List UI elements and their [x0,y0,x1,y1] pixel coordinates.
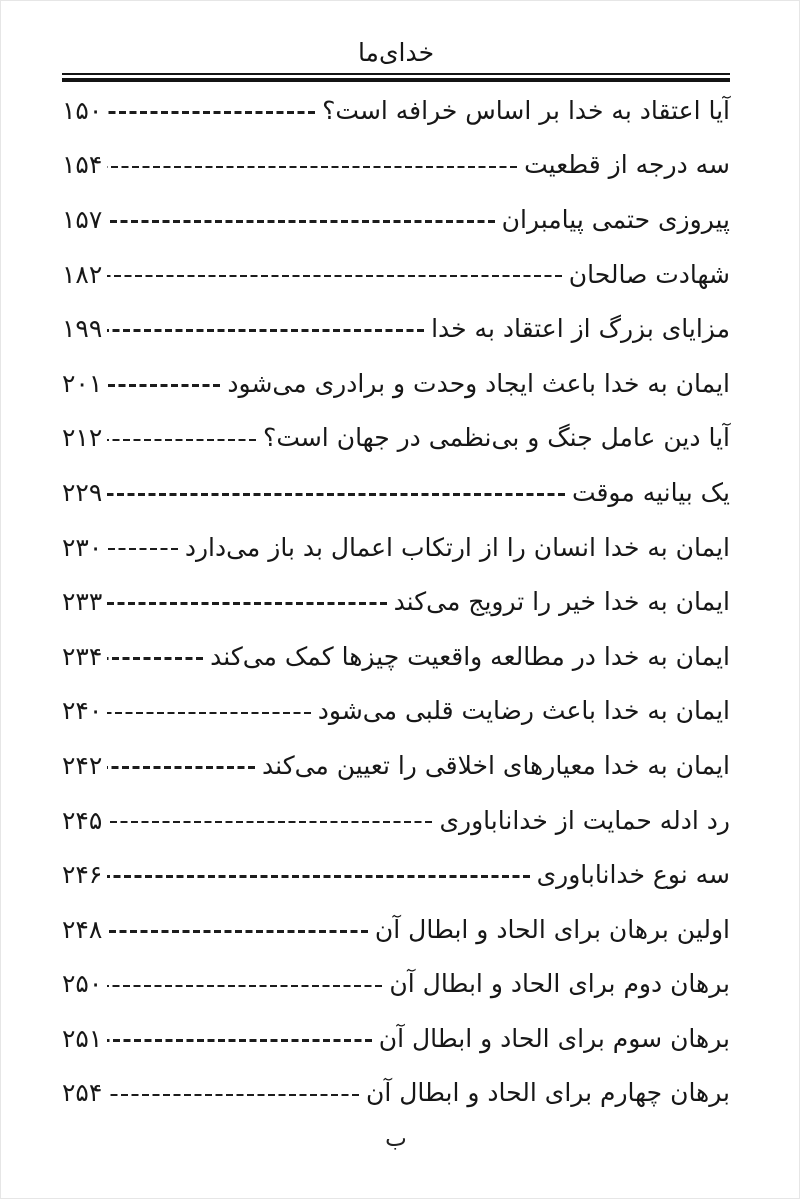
toc-entry-title: مزایای بزرگ از اعتقاد به خدا [431,314,730,344]
dash-leader [107,712,311,715]
toc-entry [62,574,730,629]
dash-leader [107,657,203,660]
toc-entry-page-number: ۱۸۲ [62,259,103,289]
toc-entry-page-number: ۲۵۱ [62,1023,103,1053]
toc-entry-title: ایمان به خدا در مطالعه واقعیت چیزها کمک می‌کند [210,641,730,671]
toc-entry-page-number: ۲۴۶ [62,860,103,890]
toc-entry-title: رد ادله حمایت از خداناباوری [439,805,730,835]
toc-entry-page-number: ۱۵۰ [62,95,103,125]
toc-entry [62,301,730,356]
header-double-rule [62,73,730,82]
toc-entry-title: برهان چهارم برای الحاد و ابطال آن [365,1078,730,1108]
dash-leader [107,548,178,551]
toc-entry-page-number: ۱۵۷ [62,204,103,234]
dash-leader [107,384,220,387]
toc-entry [62,1066,730,1121]
toc-entry [62,83,730,138]
toc-entry-title: ایمان به خدا خیر را ترویج می‌کند [393,587,730,617]
dash-leader [107,166,517,169]
toc-entry-page-number: ۲۳۴ [62,641,103,671]
dash-leader [107,930,368,933]
toc-entry-page-number: ۲۴۲ [62,750,103,780]
toc-entry [62,902,730,957]
toc-entry-page-number: ۲۰۱ [62,368,103,398]
toc-entry-page-number: ۲۴۸ [62,914,103,944]
toc-entry-page-number: ۲۳۰ [62,532,103,562]
toc-entry-title: برهان دوم برای الحاد و ابطال آن [389,969,730,999]
dash-leader [107,329,424,332]
toc-entry-title: آیا اعتقاد به خدا بر اساس خرافه است؟ [322,95,730,125]
page-footer [62,1126,730,1152]
dash-leader [107,875,529,878]
toc-entry-page-number: ۲۴۵ [62,805,103,835]
dash-leader [107,220,494,223]
toc-entry [62,847,730,902]
toc-entry [62,1011,730,1066]
toc-list [62,83,730,1120]
dash-leader [107,821,432,824]
toc-entry-title: شهادت صالحان [568,259,730,289]
dash-leader [107,439,256,442]
toc-entry-title: ایمان به خدا باعث رضایت قلبی می‌شود [317,696,730,726]
running-head-title: خدای‌ما [357,38,435,67]
page-header [62,0,730,82]
toc-entry [62,738,730,793]
toc-entry-page-number: ۱۵۴ [62,150,103,180]
toc-entry-title: یک بیانیه موقت [571,477,730,507]
toc-entry-title: سه درجه از قطعیت [524,150,730,180]
toc-entry-page-number: ۲۳۳ [62,587,103,617]
dash-leader [107,985,382,988]
toc-entry-title: ایمان به خدا انسان را از ارتکاب اعمال بد باز می‌دارد [184,532,730,562]
dash-leader [107,275,561,278]
dash-leader [107,1039,371,1042]
toc-entry [62,247,730,302]
toc-entry [62,957,730,1012]
toc-entry [62,465,730,520]
toc-entry [62,520,730,575]
dash-leader [107,493,565,496]
dash-leader [107,602,386,605]
toc-entry-page-number: ۲۱۲ [62,423,103,453]
dash-leader [107,111,315,114]
toc-entry [62,138,730,193]
folio-page-letter: ب [385,1126,407,1153]
toc-entry-title: پیروزی حتمی پیامبران [501,204,730,234]
toc-entry [62,793,730,848]
toc-entry-page-number: ۲۵۰ [62,969,103,999]
toc-entry-title: برهان سوم برای الحاد و ابطال آن [378,1023,730,1053]
toc-entry-title: آیا دین عامل جنگ و بی‌نظمی در جهان است؟ [263,423,730,453]
toc-entry-page-number: ۲۲۹ [62,477,103,507]
dash-leader [107,1094,359,1097]
toc-entry [62,684,730,739]
toc-entry-page-number: ۲۴۰ [62,696,103,726]
dash-leader [107,766,255,769]
toc-entry-page-number: ۲۵۴ [62,1078,103,1108]
toc-entry-title: سه نوع خداناباوری [536,860,730,890]
toc-entry [62,192,730,247]
toc-entry [62,356,730,411]
toc-entry [62,629,730,684]
toc-entry-title: اولین برهان برای الحاد و ابطال آن [374,914,730,944]
toc-entry [62,411,730,466]
toc-entry-title: ایمان به خدا باعث ایجاد وحدت و برادری می‌شود [227,368,730,398]
toc-entry-page-number: ۱۹۹ [62,314,103,344]
toc-entry-title: ایمان به خدا معیارهای اخلاقی را تعیین می‌کند [262,750,730,780]
